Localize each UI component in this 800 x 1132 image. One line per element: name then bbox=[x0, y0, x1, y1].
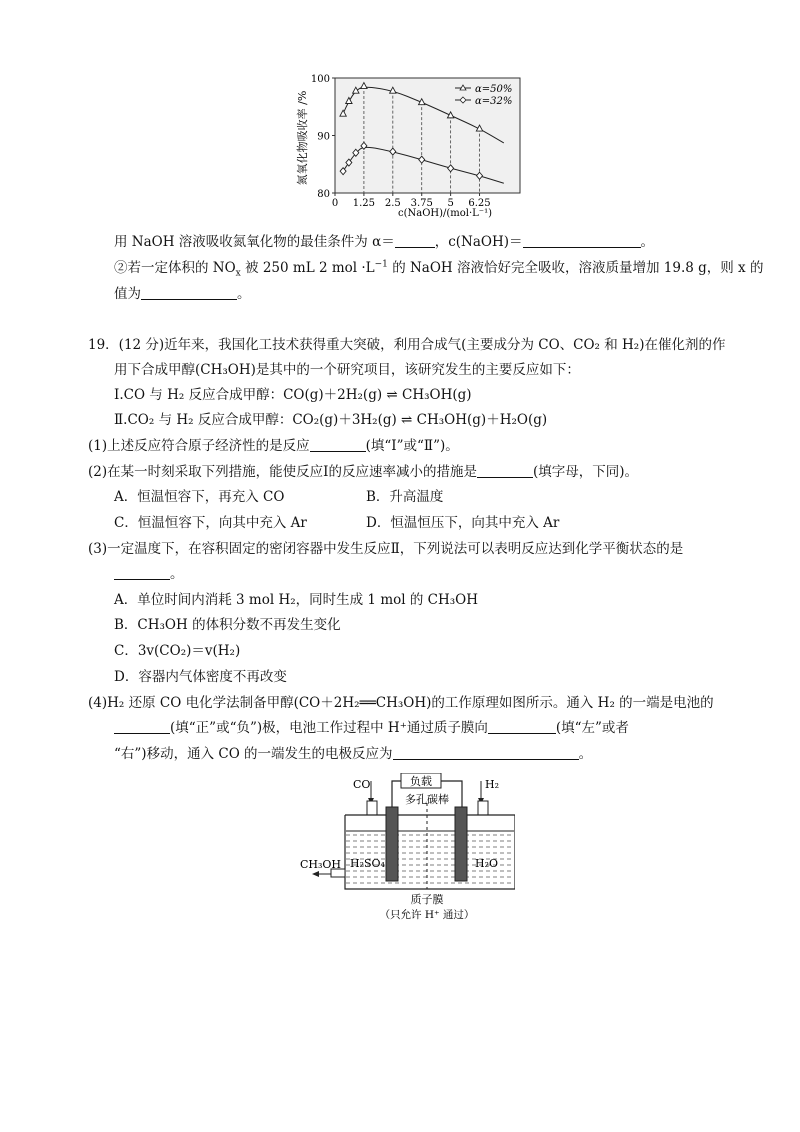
s2-hint: (填字母，下同)。 bbox=[532, 464, 639, 480]
s4-end: 。 bbox=[578, 746, 593, 762]
c-naoh-answer-blank[interactable] bbox=[523, 233, 641, 248]
q18-period: 。 bbox=[640, 234, 654, 250]
load-label: 负载 bbox=[410, 775, 432, 788]
s4-direction-blank[interactable] bbox=[488, 719, 556, 734]
co-inlet-label: CO bbox=[353, 778, 371, 791]
x-tick-label: 1.25 bbox=[352, 198, 376, 209]
sub-question-2 bbox=[88, 463, 638, 481]
q18-mass-text: 的 NaOH 溶液恰好完全吸收，溶液质量增加 19.8 g，则 x 的 bbox=[387, 260, 764, 276]
x-answer-blank[interactable] bbox=[141, 285, 237, 300]
right-electrode bbox=[455, 807, 467, 881]
x-tick-label: 3.75 bbox=[410, 198, 433, 209]
inlet-port-left bbox=[367, 801, 377, 815]
x-tick-label: 2.5 bbox=[384, 198, 401, 209]
s3-option-c: C．3v(CO₂)＝v(H₂) bbox=[114, 643, 241, 659]
q19-header-1: 19．(12 分)近年来，我国化工技术获得重大突破，利用合成气(主要成分为 CO、CO₂ 和 H₂)在催化剂的作 bbox=[88, 337, 726, 353]
legend-label-2: α=32% bbox=[475, 96, 513, 107]
q18-line-3 bbox=[114, 285, 251, 303]
inlet-port-right bbox=[478, 801, 488, 815]
s4-line-3 bbox=[114, 745, 592, 763]
s4-direction-hint: (填“左”或者 bbox=[555, 720, 629, 736]
s4-electrode-text: “右”)移动，通入 CO 的一端发生的电极反应为 bbox=[114, 746, 393, 762]
s2-text: (2)在某一时刻采取下列措施，能使反应Ⅰ的反应速率减小的措施是 bbox=[88, 464, 477, 480]
q18-end: 。 bbox=[237, 286, 251, 302]
q18-volume-text: 被 250 mL 2 mol ·L bbox=[240, 260, 375, 276]
s1-hint: (填“Ⅰ”或“Ⅱ”)。 bbox=[365, 438, 459, 454]
fuel-cell-diagram bbox=[295, 773, 515, 923]
tank-outline bbox=[345, 815, 515, 889]
s3-option-b: B．CH₃OH 的体积分数不再发生变化 bbox=[114, 617, 341, 633]
right-solution-label: H₂O bbox=[475, 857, 499, 870]
left-electrode bbox=[386, 807, 398, 881]
s4-line-2 bbox=[114, 719, 629, 737]
q19-header-2: 用下合成甲醇(CH₃OH)是其中的一个研究项目，该研究发生的主要反应如下： bbox=[114, 362, 580, 378]
s2-option-c: C．恒温恒容下，向其中充入 Ar bbox=[114, 515, 307, 531]
product-label: CH₃OH bbox=[300, 858, 342, 871]
chart-y-label: 氮氧化物吸收率 /% bbox=[296, 90, 309, 186]
sub-question-3: (3)一定温度下，在容积固定的密闭容器中发生反应Ⅱ，下列说法可以表明反应达到化学平衡状态的是 bbox=[88, 541, 684, 557]
q18-value-text: 值为 bbox=[114, 286, 141, 302]
left-solution-label: H₂SO₄ bbox=[350, 857, 385, 870]
h2-inlet-label: H₂ bbox=[485, 778, 500, 791]
legend-label-1: α=50% bbox=[475, 84, 513, 95]
s3-end: 。 bbox=[170, 566, 184, 582]
s4-pole-text: (填“正”或“负”)极，电池工作过程中 H⁺通过质子膜向 bbox=[170, 720, 488, 736]
s3-answer-blank[interactable] bbox=[114, 565, 170, 580]
alpha-answer-blank[interactable] bbox=[395, 233, 435, 248]
q18-condition-text: 用 NaOH 溶液吸收氮氧化物的最佳条件为 α＝ bbox=[114, 234, 395, 250]
product-arrowhead bbox=[312, 871, 319, 877]
y-tick-label: 80 bbox=[317, 189, 330, 200]
chart-x-label: c(NaOH)/(mol·L⁻¹) bbox=[397, 208, 493, 219]
s3-option-d: D．容器内气体密度不再改变 bbox=[114, 669, 287, 685]
x-tick-label: 0 bbox=[331, 198, 339, 209]
electrode-label: 多孔碳棒 bbox=[405, 793, 449, 806]
s4-pole-blank[interactable] bbox=[114, 719, 170, 734]
q18-no-sub: x bbox=[235, 268, 241, 279]
s3-answer-line bbox=[114, 565, 184, 583]
membrane-note: （只允许 H⁺ 通过） bbox=[379, 909, 475, 921]
y-tick-label: 90 bbox=[317, 131, 330, 143]
reaction-2: Ⅱ.CO₂ 与 H₂ 反应合成甲醇：CO₂(g)＋3H₂(g) ⇌ CH₃OH(g)＋H₂O(g) bbox=[114, 412, 548, 428]
s2-option-a: A．恒温恒容下，再充入 CO bbox=[114, 489, 285, 505]
q18-unit-sup: −1 bbox=[374, 259, 388, 270]
y-tick-label: 100 bbox=[310, 74, 330, 85]
q18-c-text: ，c(NaOH)＝ bbox=[434, 234, 523, 250]
s2-option-d: D．恒温恒压下，向其中充入 Ar bbox=[366, 515, 560, 531]
s1-text: (1)上述反应符合原子经济性的是反应 bbox=[88, 438, 310, 454]
sub-question-4: (4)H₂ 还原 CO 电化学法制备甲醇(CO＋2H₂══CH₃OH)的工作原理如图所示。通入 H₂ 的一端是电池的 bbox=[88, 695, 714, 711]
membrane-label: 质子膜 bbox=[410, 893, 444, 906]
s3-option-a: A．单位时间内消耗 3 mol H₂，同时生成 1 mol 的 CH₃OH bbox=[114, 592, 478, 608]
absorption-rate-chart bbox=[290, 70, 530, 220]
x-tick-label: 5 bbox=[447, 198, 454, 209]
s2-answer-blank[interactable] bbox=[477, 463, 533, 478]
s2-option-b: B．升高温度 bbox=[366, 489, 444, 505]
q18-no-text: ②若一定体积的 NO bbox=[114, 260, 236, 276]
s4-electrode-blank[interactable] bbox=[393, 745, 579, 760]
q18-line-1 bbox=[114, 233, 654, 251]
q18-line-2 bbox=[114, 259, 763, 277]
s1-answer-blank[interactable] bbox=[310, 437, 366, 452]
reaction-1: Ⅰ.CO 与 H₂ 反应合成甲醇：CO(g)＋2H₂(g) ⇌ CH₃OH(g) bbox=[114, 387, 472, 403]
sub-question-1 bbox=[88, 437, 459, 455]
x-tick-label: 6.25 bbox=[468, 198, 491, 209]
